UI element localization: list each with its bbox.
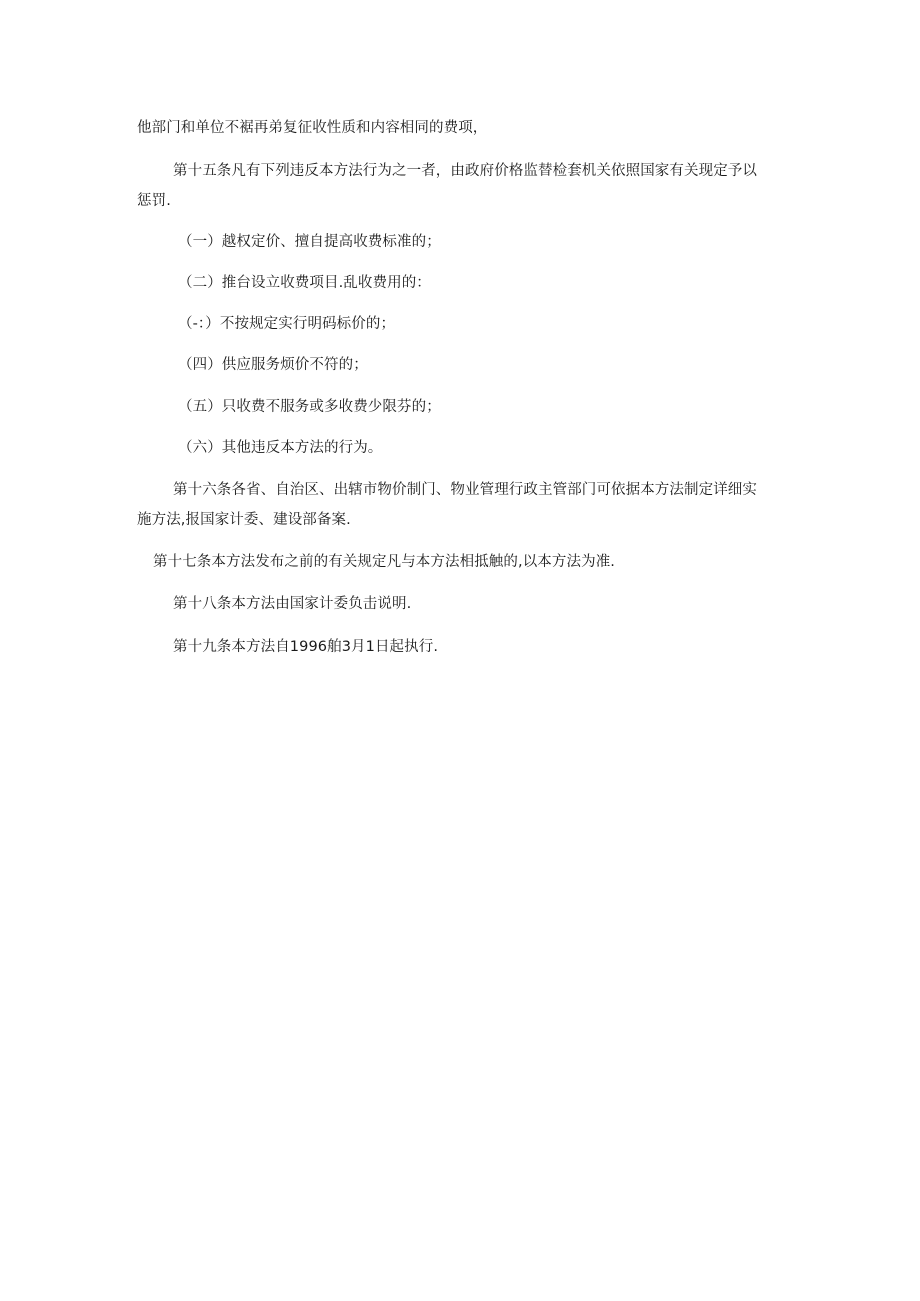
article-15-line-1: 第十五条凡有下列违反本方法行为之一者，由政府价格监替检套机关依照国家有关现定予以 (173, 163, 757, 179)
article-15-item-6: （六）其他违反本方法的行为。 (178, 440, 383, 456)
article-18: 第十八条本方法由国家计委负击说明. (173, 596, 412, 612)
article-19: 第十九条本方法自1996舶3月1日起执行. (173, 639, 439, 655)
paragraph-continuation: 他部门和单位不裾再弟复征收性质和内容相同的费项， (137, 120, 488, 136)
article-15-item-4: （四）供应服务烦价不符的； (178, 357, 368, 373)
article-15-line-2: 惩罚. (137, 193, 171, 209)
article-15-item-1: （一）越权定价、擅自提高收费标准的； (178, 234, 441, 250)
article-15-item-2: （二）推台设立收费项目.乱收费用的： (178, 275, 431, 291)
article-17: 第十七条本方法发布之前的有关规定凡与本方法相抵触的,以本方法为准. (153, 554, 616, 570)
article-16-line-1: 第十六条各省、自治区、出辖市物价制门、物业管理行政主管部门可依据本方法制定详细实 (173, 482, 757, 498)
article-15-item-5: （五）只收费不服务或多收费少限芬的； (178, 399, 441, 415)
article-15-item-3: （-：）不按规定实行明码标价的； (178, 316, 396, 332)
article-16-line-2: 施方法,报国家计委、建设部备案. (137, 512, 351, 528)
